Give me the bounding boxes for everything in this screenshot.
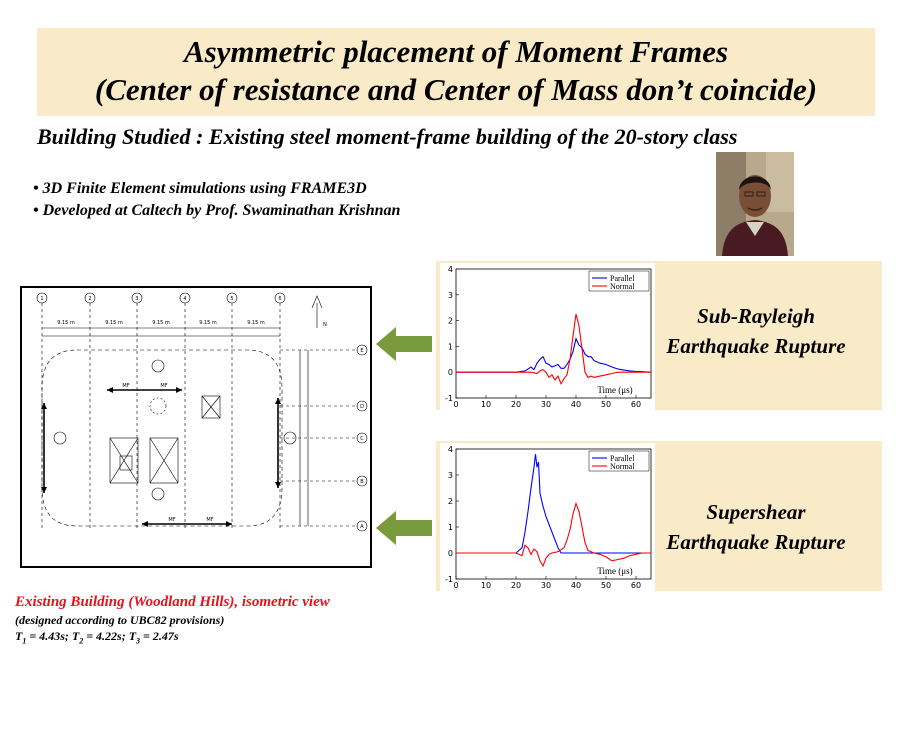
- x-tick-label: 50: [600, 400, 612, 409]
- supershear-chart: [440, 443, 655, 591]
- bullet-item: • 3D Finite Element simulations using FRAME3D: [33, 180, 367, 197]
- period-t2: 4.22s: [96, 629, 122, 643]
- plan-col-label: 6: [278, 296, 282, 302]
- plan-spacing-label: 9.15 m: [199, 320, 217, 326]
- period-t3: 2.47s: [152, 629, 179, 643]
- plan-spacing-label: 9.15 m: [57, 320, 75, 326]
- y-tick-label: 0: [447, 368, 453, 378]
- x-tick-label: 20: [510, 581, 522, 590]
- x-tick-label: 60: [630, 581, 642, 590]
- design-caption: (designed according to UBC82 provisions): [15, 613, 225, 627]
- y-tick-label: 4: [447, 445, 453, 454]
- plan-spacing-label: 9.15 m: [247, 320, 265, 326]
- plan-row-label: C: [360, 436, 364, 442]
- green-arrow-icon: [376, 327, 432, 361]
- title-banner: [37, 28, 875, 116]
- y-tick-label: 3: [447, 471, 453, 480]
- plan-spacing-label: 9.15 m: [152, 320, 170, 326]
- frame-label: MF: [206, 517, 214, 523]
- plan-row-label: A: [360, 524, 364, 530]
- x-axis-label: Time (μs): [597, 385, 633, 395]
- y-tick-label: 3: [447, 290, 453, 300]
- frame-label: MF: [160, 383, 168, 389]
- y-tick-label: -1: [445, 575, 453, 584]
- green-arrow-icon: [376, 511, 432, 545]
- x-axis-label: Time (μs): [597, 566, 633, 576]
- title-line-2: (Center of resistance and Center of Mass don’t coincide): [94, 72, 818, 107]
- bullet-item: • Developed at Caltech by Prof. Swaminathan Krishnan: [33, 202, 401, 219]
- plan-spacing-label: 9.15 m: [105, 320, 123, 326]
- legend-entry: Normal: [610, 282, 635, 291]
- panel-label-line: Sub-Rayleigh: [697, 304, 815, 328]
- x-tick-label: 10: [480, 400, 492, 409]
- plan-col-label: 4: [183, 296, 187, 302]
- x-tick-label: 0: [453, 581, 459, 590]
- sub-rayleigh-panel: [436, 261, 882, 410]
- legend-entry: Parallel: [610, 454, 635, 463]
- periods-caption: $T_1 = 4.43s$; $T_2 = 4.22s$; $T_3 = 2.47s$: [15, 629, 179, 646]
- plan-col-label: 3: [135, 296, 139, 302]
- x-tick-label: 40: [570, 400, 582, 409]
- subtitle: Building Studied : Existing steel moment-frame building of the 20-story class: [37, 124, 738, 149]
- plan-row-label: E: [360, 348, 364, 354]
- panel-label-line: Earthquake Rupture: [666, 530, 846, 554]
- plan-row-label: B: [360, 479, 364, 485]
- y-tick-label: 4: [447, 265, 453, 274]
- x-tick-label: 40: [570, 581, 582, 590]
- panel-label-line: Supershear: [706, 500, 806, 524]
- sub-rayleigh-label: [636, 301, 876, 361]
- x-tick-label: 30: [540, 400, 552, 409]
- x-tick-label: 60: [630, 400, 642, 409]
- legend-entry: Normal: [610, 462, 635, 471]
- bullet-list: [33, 178, 400, 222]
- y-tick-label: 2: [447, 497, 453, 506]
- plan-row-label: D: [360, 404, 364, 410]
- panel-label-line: Earthquake Rupture: [666, 334, 846, 358]
- title-line-1: Asymmetric placement of Moment Frames: [183, 34, 729, 69]
- plan-col-label: 5: [230, 296, 234, 302]
- floor-plan-diagram: [20, 286, 372, 568]
- x-tick-label: 50: [600, 581, 612, 590]
- north-label: N: [323, 322, 327, 328]
- x-tick-label: 0: [453, 400, 459, 409]
- frame-label: MF: [122, 383, 130, 389]
- x-tick-label: 30: [540, 581, 552, 590]
- x-tick-label: 20: [510, 400, 522, 409]
- column-grid-markers: [37, 293, 285, 303]
- legend-entry: Parallel: [610, 274, 635, 283]
- y-tick-label: 1: [447, 523, 453, 532]
- y-tick-label: -1: [445, 394, 453, 403]
- period-t1: 4.43s: [39, 629, 65, 643]
- plan-col-label: 1: [40, 296, 44, 302]
- plan-col-label: 2: [88, 296, 92, 302]
- supershear-panel: [436, 441, 882, 591]
- y-tick-label: 2: [447, 316, 453, 326]
- frame-label: MF: [168, 517, 176, 523]
- portrait-photo: [716, 152, 794, 256]
- x-tick-label: 10: [480, 581, 492, 590]
- supershear-label: [636, 497, 876, 557]
- y-tick-label: 0: [447, 549, 453, 558]
- building-caption: Existing Building (Woodland Hills), isometric view: [15, 594, 330, 610]
- y-tick-label: 1: [447, 342, 453, 352]
- sub-rayleigh-chart: [440, 263, 655, 410]
